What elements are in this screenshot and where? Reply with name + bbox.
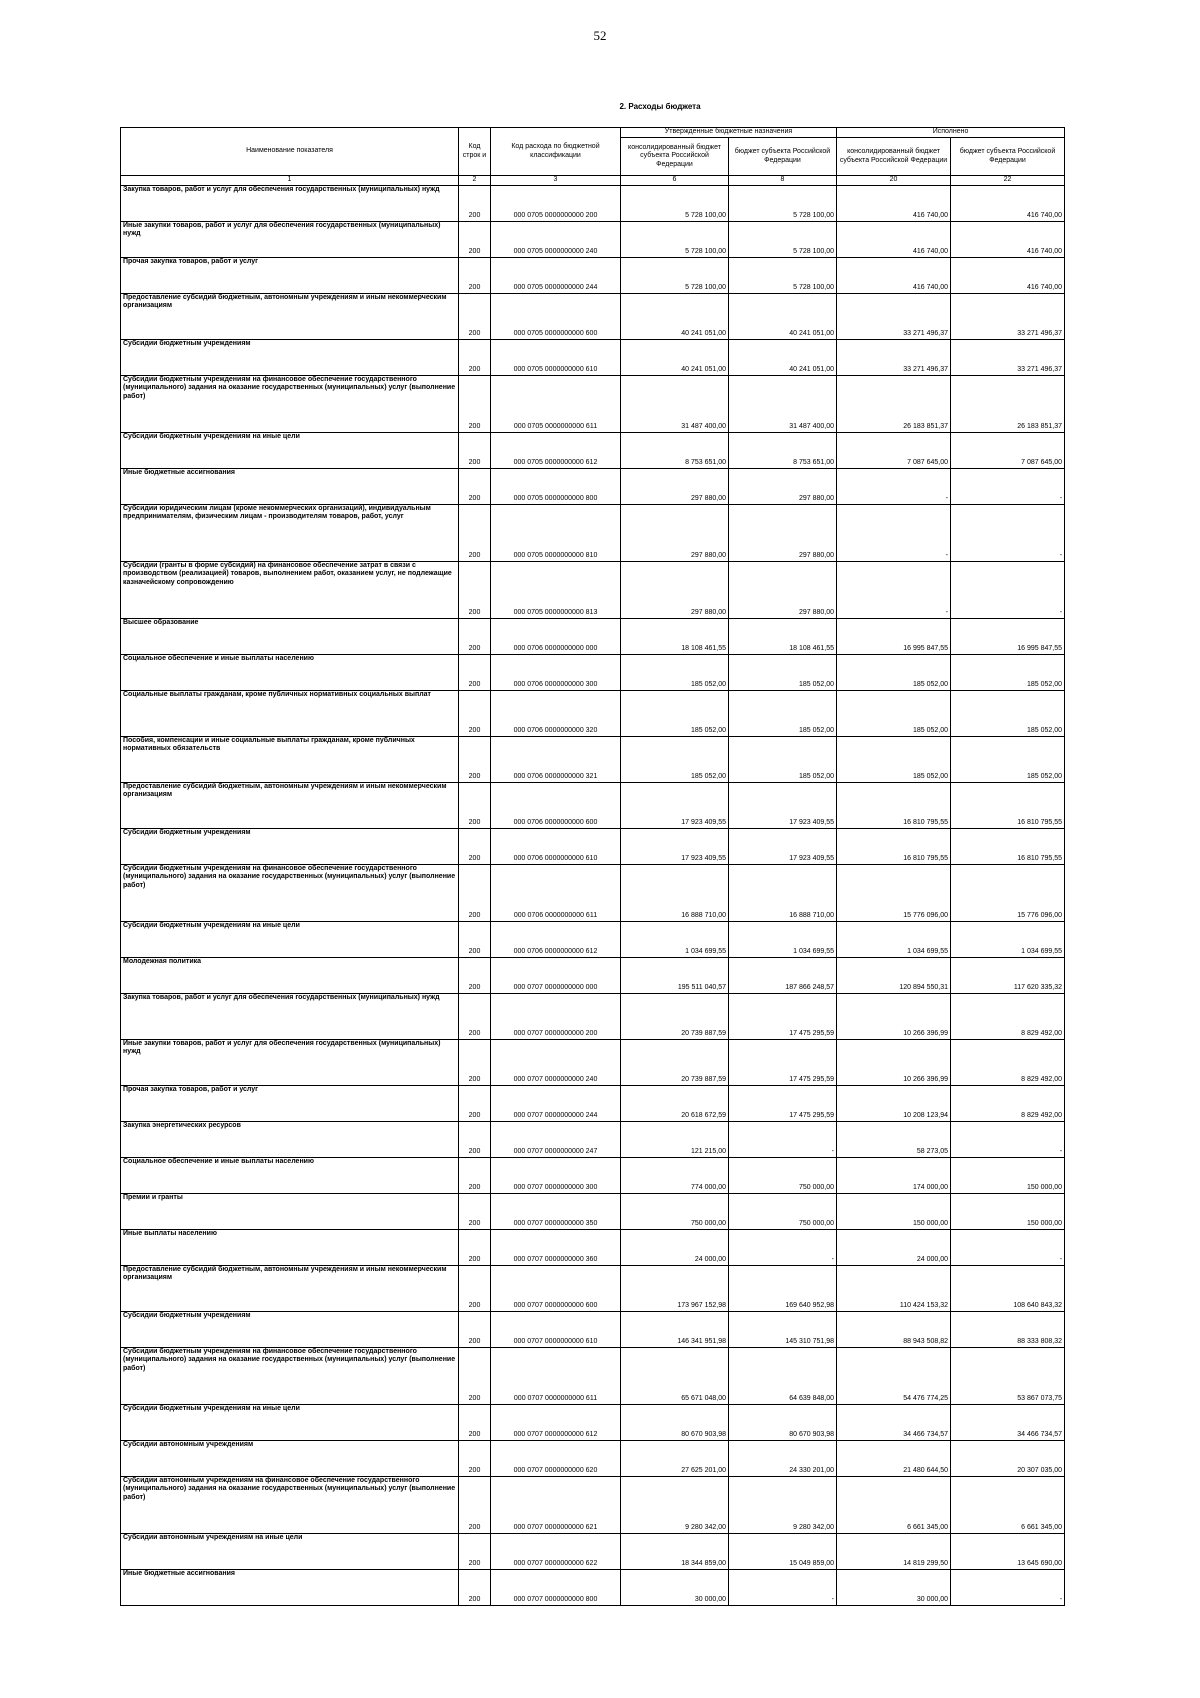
row-executed-subject-cell: 33 271 496,37 [951, 339, 1065, 375]
row-line-code-cell: 200 [459, 1347, 491, 1404]
row-executed-subject-cell: - [951, 468, 1065, 504]
row-approved-consolidated-cell: 30 000,00 [621, 1569, 729, 1605]
row-executed-consolidated-cell: - [837, 561, 951, 618]
row-approved-consolidated-cell: 5 728 100,00 [621, 257, 729, 293]
row-approved-consolidated-cell: 17 923 409,55 [621, 782, 729, 828]
row-name-cell: Субсидии бюджетным учреждениям на иные цели [121, 1404, 459, 1440]
row-line-code-cell: 200 [459, 1229, 491, 1265]
row-executed-consolidated-cell: 33 271 496,37 [837, 293, 951, 339]
row-line-code-cell: 200 [459, 561, 491, 618]
row-executed-consolidated-cell: 30 000,00 [837, 1569, 951, 1605]
row-line-code-cell: 200 [459, 1569, 491, 1605]
row-approved-subject-cell: 9 280 342,00 [729, 1476, 837, 1533]
row-executed-subject-cell: 185 052,00 [951, 654, 1065, 690]
row-executed-subject-cell: 185 052,00 [951, 690, 1065, 736]
row-line-code-cell: 200 [459, 782, 491, 828]
row-approved-consolidated-cell: 1 034 699,55 [621, 921, 729, 957]
row-executed-subject-cell: - [951, 1569, 1065, 1605]
column-number: 6 [621, 176, 729, 186]
row-approved-consolidated-cell: 121 215,00 [621, 1121, 729, 1157]
row-executed-subject-cell: 16 995 847,55 [951, 618, 1065, 654]
row-class-code-cell: 000 0707 0000000000 200 [491, 993, 621, 1039]
row-approved-subject-cell: - [729, 1121, 837, 1157]
row-approved-consolidated-cell: 5 728 100,00 [621, 221, 729, 257]
row-approved-subject-cell: 5 728 100,00 [729, 221, 837, 257]
table-row [121, 561, 1065, 618]
row-approved-subject-cell: 8 753 651,00 [729, 432, 837, 468]
row-line-code-cell: 200 [459, 504, 491, 561]
table-row [121, 654, 1065, 690]
header-line-code: Код строк и [459, 128, 491, 176]
table-row [121, 257, 1065, 293]
row-approved-consolidated-cell: 195 511 040,57 [621, 957, 729, 993]
row-approved-subject-cell: 185 052,00 [729, 654, 837, 690]
row-executed-subject-cell: - [951, 504, 1065, 561]
row-line-code-cell: 200 [459, 432, 491, 468]
row-executed-subject-cell: 13 645 690,00 [951, 1533, 1065, 1569]
row-approved-subject-cell: 750 000,00 [729, 1193, 837, 1229]
row-approved-subject-cell: 145 310 751,98 [729, 1311, 837, 1347]
row-class-code-cell: 000 0706 0000000000 321 [491, 736, 621, 782]
header-name: Наименование показателя [121, 128, 459, 176]
row-class-code-cell: 000 0707 0000000000 622 [491, 1533, 621, 1569]
row-approved-subject-cell: 750 000,00 [729, 1157, 837, 1193]
row-line-code-cell: 200 [459, 1265, 491, 1311]
row-name-cell: Социальное обеспечение и иные выплаты населению [121, 654, 459, 690]
row-line-code-cell: 200 [459, 1157, 491, 1193]
row-name-cell: Иные закупки товаров, работ и услуг для обеспечения государственных (муниципальных) нужд [121, 221, 459, 257]
row-executed-consolidated-cell: 185 052,00 [837, 736, 951, 782]
row-name-cell: Субсидии бюджетным учреждениям [121, 828, 459, 864]
row-approved-subject-cell: 187 866 248,57 [729, 957, 837, 993]
row-executed-subject-cell: - [951, 561, 1065, 618]
row-approved-subject-cell: 80 670 903,98 [729, 1404, 837, 1440]
row-class-code-cell: 000 0706 0000000000 300 [491, 654, 621, 690]
row-executed-subject-cell: 150 000,00 [951, 1193, 1065, 1229]
row-approved-subject-cell: 297 880,00 [729, 468, 837, 504]
row-class-code-cell: 000 0707 0000000000 600 [491, 1265, 621, 1311]
table-row [121, 504, 1065, 561]
row-executed-consolidated-cell: 120 894 550,31 [837, 957, 951, 993]
row-line-code-cell: 200 [459, 375, 491, 432]
table-row [121, 1193, 1065, 1229]
header-approved-subject: бюджет субъекта Российской Федерации [729, 138, 837, 176]
table-row [121, 1347, 1065, 1404]
row-approved-subject-cell: 5 728 100,00 [729, 185, 837, 221]
row-approved-subject-cell: 17 923 409,55 [729, 782, 837, 828]
row-name-cell: Предоставление субсидий бюджетным, автономным учреждениям и иным некоммерческим организациям [121, 782, 459, 828]
row-approved-consolidated-cell: 16 888 710,00 [621, 864, 729, 921]
row-executed-consolidated-cell: 416 740,00 [837, 221, 951, 257]
header-class-code: Код расхода по бюджетной классификации [491, 128, 621, 176]
row-approved-subject-cell: 17 475 295,59 [729, 993, 837, 1039]
row-executed-consolidated-cell: 21 480 644,50 [837, 1440, 951, 1476]
row-line-code-cell: 200 [459, 1533, 491, 1569]
row-class-code-cell: 000 0707 0000000000 360 [491, 1229, 621, 1265]
row-approved-subject-cell: 17 923 409,55 [729, 828, 837, 864]
row-class-code-cell: 000 0705 0000000000 610 [491, 339, 621, 375]
row-line-code-cell: 200 [459, 257, 491, 293]
table-row [121, 993, 1065, 1039]
row-executed-subject-cell: 33 271 496,37 [951, 293, 1065, 339]
row-approved-consolidated-cell: 173 967 152,98 [621, 1265, 729, 1311]
row-approved-consolidated-cell: 5 728 100,00 [621, 185, 729, 221]
row-executed-consolidated-cell: 88 943 508,82 [837, 1311, 951, 1347]
row-executed-subject-cell: 416 740,00 [951, 221, 1065, 257]
table-row [121, 1404, 1065, 1440]
row-approved-consolidated-cell: 774 000,00 [621, 1157, 729, 1193]
row-approved-consolidated-cell: 20 739 887,59 [621, 993, 729, 1039]
table-row [121, 864, 1065, 921]
row-name-cell: Субсидии автономным учреждениям на финансовое обеспечение государственного (муниципального) задания на оказание государственных (муниципальных) услуг (выполнение работ) [121, 1476, 459, 1533]
row-line-code-cell: 200 [459, 921, 491, 957]
row-executed-consolidated-cell: 14 819 299,50 [837, 1533, 951, 1569]
table-row [121, 293, 1065, 339]
row-executed-subject-cell: - [951, 1121, 1065, 1157]
row-line-code-cell: 200 [459, 185, 491, 221]
table-row [121, 1569, 1065, 1605]
row-line-code-cell: 200 [459, 1039, 491, 1085]
row-executed-consolidated-cell: 33 271 496,37 [837, 339, 951, 375]
table-row [121, 1229, 1065, 1265]
row-name-cell: Субсидии бюджетным учреждениям на финансовое обеспечение государственного (муниципального) задания на оказание государственных (муниципальных) услуг (выполнение работ) [121, 375, 459, 432]
header-approved-consolidated: консолидированный бюджет субъекта Российской Федерации [621, 138, 729, 176]
row-class-code-cell: 000 0706 0000000000 320 [491, 690, 621, 736]
row-class-code-cell: 000 0706 0000000000 611 [491, 864, 621, 921]
row-name-cell: Высшее образование [121, 618, 459, 654]
row-executed-subject-cell: 117 620 335,32 [951, 957, 1065, 993]
row-approved-subject-cell: 17 475 295,59 [729, 1039, 837, 1085]
row-line-code-cell: 200 [459, 1121, 491, 1157]
row-approved-subject-cell: 40 241 051,00 [729, 293, 837, 339]
row-name-cell: Субсидии (гранты в форме субсидий) на финансовое обеспечение затрат в связи с производством (реализацией) товаров, выполнением работ, оказанием услуг, не подлежащие казначейскому сопровождению [121, 561, 459, 618]
row-executed-consolidated-cell: - [837, 468, 951, 504]
row-class-code-cell: 000 0705 0000000000 810 [491, 504, 621, 561]
row-approved-consolidated-cell: 20 739 887,59 [621, 1039, 729, 1085]
row-class-code-cell: 000 0707 0000000000 244 [491, 1085, 621, 1121]
row-executed-subject-cell: 26 183 851,37 [951, 375, 1065, 432]
row-class-code-cell: 000 0705 0000000000 244 [491, 257, 621, 293]
row-class-code-cell: 000 0707 0000000000 247 [491, 1121, 621, 1157]
row-approved-consolidated-cell: 185 052,00 [621, 690, 729, 736]
row-name-cell: Прочая закупка товаров, работ и услуг [121, 257, 459, 293]
row-executed-consolidated-cell: 416 740,00 [837, 257, 951, 293]
row-class-code-cell: 000 0707 0000000000 612 [491, 1404, 621, 1440]
row-class-code-cell: 000 0707 0000000000 800 [491, 1569, 621, 1605]
row-name-cell: Субсидии бюджетным учреждениям на финансовое обеспечение государственного (муниципального) задания на оказание государственных (муниципальных) услуг (выполнение работ) [121, 1347, 459, 1404]
row-line-code-cell: 200 [459, 1311, 491, 1347]
row-class-code-cell: 000 0705 0000000000 813 [491, 561, 621, 618]
row-line-code-cell: 200 [459, 864, 491, 921]
row-class-code-cell: 000 0707 0000000000 620 [491, 1440, 621, 1476]
row-class-code-cell: 000 0707 0000000000 621 [491, 1476, 621, 1533]
table-row [121, 1265, 1065, 1311]
row-line-code-cell: 200 [459, 1476, 491, 1533]
row-executed-consolidated-cell: 185 052,00 [837, 690, 951, 736]
row-name-cell: Молодежная политика [121, 957, 459, 993]
row-approved-subject-cell: 17 475 295,59 [729, 1085, 837, 1121]
row-executed-subject-cell: 185 052,00 [951, 736, 1065, 782]
row-executed-subject-cell: 53 867 073,75 [951, 1347, 1065, 1404]
row-executed-subject-cell: 16 810 795,55 [951, 782, 1065, 828]
row-line-code-cell: 200 [459, 468, 491, 504]
row-executed-subject-cell: 7 087 645,00 [951, 432, 1065, 468]
row-approved-consolidated-cell: 40 241 051,00 [621, 293, 729, 339]
row-name-cell: Предоставление субсидий бюджетным, автономным учреждениям и иным некоммерческим организациям [121, 1265, 459, 1311]
table-row [121, 736, 1065, 782]
row-executed-subject-cell: 108 640 843,32 [951, 1265, 1065, 1311]
table-row [121, 1039, 1065, 1085]
row-approved-subject-cell: 297 880,00 [729, 561, 837, 618]
table-row [121, 957, 1065, 993]
row-approved-subject-cell: 31 487 400,00 [729, 375, 837, 432]
row-approved-consolidated-cell: 18 108 461,55 [621, 618, 729, 654]
row-executed-subject-cell: 8 829 492,00 [951, 1039, 1065, 1085]
row-approved-consolidated-cell: 27 625 201,00 [621, 1440, 729, 1476]
row-approved-consolidated-cell: 80 670 903,98 [621, 1404, 729, 1440]
row-executed-consolidated-cell: 150 000,00 [837, 1193, 951, 1229]
row-class-code-cell: 000 0707 0000000000 611 [491, 1347, 621, 1404]
row-executed-consolidated-cell: - [837, 504, 951, 561]
row-class-code-cell: 000 0707 0000000000 350 [491, 1193, 621, 1229]
row-approved-subject-cell: 18 108 461,55 [729, 618, 837, 654]
row-approved-consolidated-cell: 9 280 342,00 [621, 1476, 729, 1533]
row-line-code-cell: 200 [459, 1404, 491, 1440]
row-name-cell: Субсидии юридическим лицам (кроме некоммерческих организаций), индивидуальным предпринимателям, физическим лицам - производителям товаров, работ, услуг [121, 504, 459, 561]
row-line-code-cell: 200 [459, 1440, 491, 1476]
row-class-code-cell: 000 0706 0000000000 610 [491, 828, 621, 864]
row-approved-subject-cell: 15 049 859,00 [729, 1533, 837, 1569]
row-name-cell: Прочая закупка товаров, работ и услуг [121, 1085, 459, 1121]
row-executed-consolidated-cell: 10 266 396,99 [837, 1039, 951, 1085]
row-class-code-cell: 000 0706 0000000000 000 [491, 618, 621, 654]
row-approved-subject-cell: 24 330 201,00 [729, 1440, 837, 1476]
row-class-code-cell: 000 0705 0000000000 200 [491, 185, 621, 221]
row-executed-subject-cell: 416 740,00 [951, 185, 1065, 221]
row-class-code-cell: 000 0705 0000000000 600 [491, 293, 621, 339]
row-executed-subject-cell: 1 034 699,55 [951, 921, 1065, 957]
row-executed-consolidated-cell: 7 087 645,00 [837, 432, 951, 468]
column-number: 2 [459, 176, 491, 186]
table-row [121, 339, 1065, 375]
row-approved-consolidated-cell: 31 487 400,00 [621, 375, 729, 432]
table-row [121, 1121, 1065, 1157]
row-executed-consolidated-cell: 16 810 795,55 [837, 828, 951, 864]
row-name-cell: Субсидии бюджетным учреждениям на иные цели [121, 921, 459, 957]
column-number: 8 [729, 176, 837, 186]
row-approved-consolidated-cell: 185 052,00 [621, 736, 729, 782]
row-name-cell: Субсидии бюджетным учреждениям [121, 339, 459, 375]
row-class-code-cell: 000 0707 0000000000 610 [491, 1311, 621, 1347]
row-line-code-cell: 200 [459, 828, 491, 864]
row-approved-consolidated-cell: 65 671 048,00 [621, 1347, 729, 1404]
table-row [121, 1157, 1065, 1193]
row-executed-consolidated-cell: 15 776 096,00 [837, 864, 951, 921]
row-name-cell: Субсидии бюджетным учреждениям на финансовое обеспечение государственного (муниципального) задания на оказание государственных (муниципальных) услуг (выполнение работ) [121, 864, 459, 921]
row-approved-consolidated-cell: 18 344 859,00 [621, 1533, 729, 1569]
row-executed-consolidated-cell: 10 266 396,99 [837, 993, 951, 1039]
row-executed-subject-cell: 20 307 035,00 [951, 1440, 1065, 1476]
row-executed-subject-cell: 16 810 795,55 [951, 828, 1065, 864]
row-line-code-cell: 200 [459, 690, 491, 736]
table-row [121, 221, 1065, 257]
row-approved-consolidated-cell: 297 880,00 [621, 468, 729, 504]
row-approved-subject-cell: - [729, 1569, 837, 1605]
table-body [121, 185, 1065, 1605]
row-executed-consolidated-cell: 24 000,00 [837, 1229, 951, 1265]
table-row [121, 1533, 1065, 1569]
row-executed-subject-cell: 34 466 734,57 [951, 1404, 1065, 1440]
row-approved-consolidated-cell: 297 880,00 [621, 504, 729, 561]
row-name-cell: Иные закупки товаров, работ и услуг для обеспечения государственных (муниципальных) нужд [121, 1039, 459, 1085]
row-line-code-cell: 200 [459, 293, 491, 339]
row-approved-subject-cell: 16 888 710,00 [729, 864, 837, 921]
row-line-code-cell: 200 [459, 339, 491, 375]
row-approved-subject-cell: 169 640 952,98 [729, 1265, 837, 1311]
table-row [121, 468, 1065, 504]
row-name-cell: Субсидии автономным учреждениям [121, 1440, 459, 1476]
row-executed-consolidated-cell: 110 424 153,32 [837, 1265, 951, 1311]
row-line-code-cell: 200 [459, 1193, 491, 1229]
row-approved-consolidated-cell: 17 923 409,55 [621, 828, 729, 864]
row-name-cell: Иные бюджетные ассигнования [121, 468, 459, 504]
section-title: 2. Расходы бюджета [619, 102, 701, 111]
row-line-code-cell: 200 [459, 221, 491, 257]
row-line-code-cell: 200 [459, 618, 491, 654]
table-row [121, 375, 1065, 432]
row-executed-consolidated-cell: 54 476 774,25 [837, 1347, 951, 1404]
row-approved-consolidated-cell: 20 618 672,59 [621, 1085, 729, 1121]
column-number: 1 [121, 176, 459, 186]
column-number: 3 [491, 176, 621, 186]
row-approved-subject-cell: 185 052,00 [729, 690, 837, 736]
row-class-code-cell: 000 0707 0000000000 000 [491, 957, 621, 993]
row-approved-subject-cell: 185 052,00 [729, 736, 837, 782]
row-name-cell: Социальные выплаты гражданам, кроме публичных нормативных социальных выплат [121, 690, 459, 736]
column-number: 22 [951, 176, 1065, 186]
row-class-code-cell: 000 0707 0000000000 240 [491, 1039, 621, 1085]
row-name-cell: Предоставление субсидий бюджетным, автономным учреждениям и иным некоммерческим организациям [121, 293, 459, 339]
table-row [121, 690, 1065, 736]
row-approved-consolidated-cell: 146 341 951,98 [621, 1311, 729, 1347]
row-name-cell: Закупка товаров, работ и услуг для обеспечения государственных (муниципальных) нужд [121, 993, 459, 1039]
row-approved-consolidated-cell: 40 241 051,00 [621, 339, 729, 375]
table-row [121, 618, 1065, 654]
row-executed-consolidated-cell: 1 034 699,55 [837, 921, 951, 957]
row-executed-consolidated-cell: 34 466 734,57 [837, 1404, 951, 1440]
table-row [121, 1440, 1065, 1476]
row-approved-consolidated-cell: 24 000,00 [621, 1229, 729, 1265]
header-executed-consolidated: консолидированный бюджет субъекта Российской Федерации [837, 138, 951, 176]
row-approved-consolidated-cell: 185 052,00 [621, 654, 729, 690]
row-name-cell: Социальное обеспечение и иные выплаты населению [121, 1157, 459, 1193]
row-executed-subject-cell: 8 829 492,00 [951, 1085, 1065, 1121]
row-approved-subject-cell: 1 034 699,55 [729, 921, 837, 957]
row-class-code-cell: 000 0706 0000000000 612 [491, 921, 621, 957]
row-name-cell: Субсидии автономным учреждениям на иные цели [121, 1533, 459, 1569]
row-executed-consolidated-cell: 185 052,00 [837, 654, 951, 690]
row-class-code-cell: 000 0705 0000000000 611 [491, 375, 621, 432]
row-class-code-cell: 000 0705 0000000000 612 [491, 432, 621, 468]
budget-expenses-table [120, 127, 1065, 1606]
row-approved-subject-cell: 297 880,00 [729, 504, 837, 561]
row-executed-subject-cell: 15 776 096,00 [951, 864, 1065, 921]
row-approved-subject-cell: 40 241 051,00 [729, 339, 837, 375]
row-line-code-cell: 200 [459, 993, 491, 1039]
row-executed-consolidated-cell: 58 273,05 [837, 1121, 951, 1157]
row-class-code-cell: 000 0706 0000000000 600 [491, 782, 621, 828]
header-executed-subject: бюджет субъекта Российской Федерации [951, 138, 1065, 176]
row-class-code-cell: 000 0705 0000000000 240 [491, 221, 621, 257]
table-row [121, 1085, 1065, 1121]
row-executed-consolidated-cell: 6 661 345,00 [837, 1476, 951, 1533]
row-executed-subject-cell: 8 829 492,00 [951, 993, 1065, 1039]
row-executed-subject-cell: 416 740,00 [951, 257, 1065, 293]
column-number-row [121, 176, 1065, 186]
row-name-cell: Пособия, компенсации и иные социальные выплаты гражданам, кроме публичных нормативных обязательств [121, 736, 459, 782]
table-row [121, 185, 1065, 221]
page-number: 52 [593, 28, 607, 43]
row-executed-consolidated-cell: 10 208 123,94 [837, 1085, 951, 1121]
table-row [121, 432, 1065, 468]
row-name-cell: Закупка энергетических ресурсов [121, 1121, 459, 1157]
row-executed-consolidated-cell: 416 740,00 [837, 185, 951, 221]
row-approved-consolidated-cell: 297 880,00 [621, 561, 729, 618]
table-row [121, 921, 1065, 957]
column-number: 20 [837, 176, 951, 186]
row-executed-consolidated-cell: 16 995 847,55 [837, 618, 951, 654]
row-line-code-cell: 200 [459, 957, 491, 993]
table-row [121, 782, 1065, 828]
row-class-code-cell: 000 0705 0000000000 800 [491, 468, 621, 504]
table-row [121, 1476, 1065, 1533]
row-line-code-cell: 200 [459, 736, 491, 782]
row-name-cell: Иные выплаты населению [121, 1229, 459, 1265]
row-executed-subject-cell: 150 000,00 [951, 1157, 1065, 1193]
row-approved-subject-cell: - [729, 1229, 837, 1265]
row-approved-subject-cell: 5 728 100,00 [729, 257, 837, 293]
row-name-cell: Субсидии бюджетным учреждениям на иные цели [121, 432, 459, 468]
row-approved-consolidated-cell: 8 753 651,00 [621, 432, 729, 468]
row-name-cell: Премии и гранты [121, 1193, 459, 1229]
row-executed-subject-cell: 6 661 345,00 [951, 1476, 1065, 1533]
row-name-cell: Субсидии бюджетным учреждениям [121, 1311, 459, 1347]
table-row [121, 828, 1065, 864]
row-executed-consolidated-cell: 26 183 851,37 [837, 375, 951, 432]
row-executed-consolidated-cell: 174 000,00 [837, 1157, 951, 1193]
row-name-cell: Закупка товаров, работ и услуг для обеспечения государственных (муниципальных) нужд [121, 185, 459, 221]
row-line-code-cell: 200 [459, 654, 491, 690]
table-row [121, 1311, 1065, 1347]
row-executed-subject-cell: - [951, 1229, 1065, 1265]
row-executed-consolidated-cell: 16 810 795,55 [837, 782, 951, 828]
header-approved: Утвержденные бюджетные назначения [621, 128, 837, 138]
row-executed-subject-cell: 88 333 808,32 [951, 1311, 1065, 1347]
header-executed: Исполнено [837, 128, 1065, 138]
row-line-code-cell: 200 [459, 1085, 491, 1121]
row-approved-subject-cell: 64 639 848,00 [729, 1347, 837, 1404]
row-class-code-cell: 000 0707 0000000000 300 [491, 1157, 621, 1193]
row-approved-consolidated-cell: 750 000,00 [621, 1193, 729, 1229]
row-name-cell: Иные бюджетные ассигнования [121, 1569, 459, 1605]
